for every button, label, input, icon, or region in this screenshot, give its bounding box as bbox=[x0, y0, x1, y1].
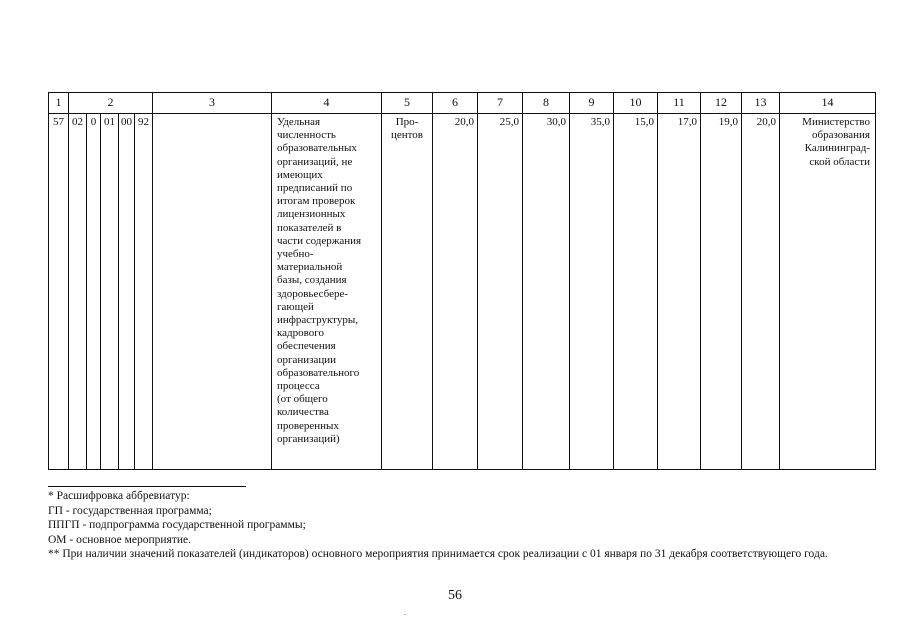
footnotes bbox=[48, 489, 863, 562]
indicator-name-line: лицензионных bbox=[277, 208, 346, 221]
header-row bbox=[49, 93, 876, 114]
indicator-name-line: кадрового bbox=[277, 327, 325, 340]
indicator-name-line: учебно- bbox=[277, 248, 314, 261]
header-cell: 6 bbox=[433, 93, 478, 114]
header-cell: 3 bbox=[153, 93, 272, 114]
indicator-name-line: инфраструктуры, bbox=[277, 314, 358, 327]
header-cell: 5 bbox=[382, 93, 433, 114]
indicator-name-line: образовательных bbox=[277, 142, 357, 155]
header-cell: 2 bbox=[69, 93, 153, 114]
indicator-name-line: (от общего bbox=[277, 393, 328, 406]
unit-text bbox=[383, 116, 431, 142]
value-cell: 30,0 bbox=[523, 114, 570, 470]
scan-artifact bbox=[404, 614, 406, 615]
indicator-name-line: организации bbox=[277, 353, 337, 366]
responsible-text bbox=[782, 116, 870, 169]
header-cell: 13 bbox=[742, 93, 780, 114]
code-cell: 00 bbox=[119, 114, 135, 470]
indicator-name-line: здоровьесбере- bbox=[277, 287, 349, 300]
indicator-code-cell: 92 bbox=[135, 114, 153, 470]
indicator-name-line: материальной bbox=[277, 261, 343, 274]
indicator-name-line: части содержания bbox=[277, 234, 362, 247]
header-cell: 14 bbox=[780, 93, 876, 114]
header-cell: 9 bbox=[570, 93, 614, 114]
footnote-ppgp: ППГП - подпрограмма государственной программы; bbox=[48, 519, 306, 531]
indicator-name-line: гающей bbox=[277, 300, 314, 313]
indicator-name-line: базы, создания bbox=[277, 274, 347, 287]
header-cell: 7 bbox=[478, 93, 523, 114]
indicator-name-cell bbox=[272, 114, 382, 470]
value-cell: 20,0 bbox=[742, 114, 780, 470]
indicators-table bbox=[48, 92, 876, 470]
value-cell: 25,0 bbox=[478, 114, 523, 470]
header-cell: 4 bbox=[272, 93, 382, 114]
unit-line: центов bbox=[390, 129, 423, 142]
unit-cell bbox=[382, 114, 433, 470]
header-cell: 11 bbox=[658, 93, 701, 114]
event-name-cell bbox=[153, 114, 272, 470]
indicator-name-line: организаций) bbox=[277, 432, 340, 445]
header-cell: 10 bbox=[614, 93, 658, 114]
footnote-title: * Расшифровка аббревиатур: bbox=[48, 490, 190, 502]
value-cell: 20,0 bbox=[433, 114, 478, 470]
gp-code-cell: 02 bbox=[69, 114, 87, 470]
footnote-divider bbox=[48, 486, 246, 487]
indicator-name-line: проверенных bbox=[277, 419, 339, 432]
indicator-name-text bbox=[277, 116, 379, 446]
header-cell: 12 bbox=[701, 93, 742, 114]
table-row bbox=[49, 114, 876, 470]
indicator-name-line: процесса bbox=[277, 380, 320, 393]
page-number: 56 bbox=[448, 588, 462, 603]
ppgp-code-cell: 0 bbox=[87, 114, 101, 470]
footnote-gp: ГП - государственная программа; bbox=[48, 504, 212, 517]
value-cell: 19,0 bbox=[701, 114, 742, 470]
header-cell: 8 bbox=[523, 93, 570, 114]
indicator-name-line: количества bbox=[277, 406, 329, 419]
indicator-name-line: обеспечения bbox=[277, 340, 336, 353]
value-cell: 17,0 bbox=[658, 114, 701, 470]
responsible-line: ской области bbox=[809, 155, 870, 168]
indicator-name-line: Удельная bbox=[277, 116, 321, 128]
indicator-name-line: численность bbox=[277, 129, 336, 142]
responsible-line: Калининград- bbox=[804, 142, 870, 155]
value-cell: 15,0 bbox=[614, 114, 658, 470]
indicator-name-line: показателей в bbox=[277, 221, 342, 234]
unit-line: Про- bbox=[395, 116, 419, 128]
responsible-line: образования bbox=[811, 129, 870, 142]
footnote-note: ** При наличии значений показателей (индикаторов) основного мероприятия принимается срок реализации с 01 января по 31 декабря соответствующего года. bbox=[48, 548, 828, 560]
indicator-name-line: образовательного bbox=[277, 366, 360, 379]
responsible-line: Министерство bbox=[802, 116, 870, 128]
indicator-name-line: имеющих bbox=[277, 168, 323, 181]
row-number-cell: 57 bbox=[49, 114, 69, 470]
value-cell: 35,0 bbox=[570, 114, 614, 470]
footnote-om: ОМ - основное мероприятие. bbox=[48, 533, 191, 546]
indicator-name-line: предписаний по bbox=[277, 182, 353, 195]
header-cell: 1 bbox=[49, 93, 69, 114]
om-code-cell: 01 bbox=[101, 114, 119, 470]
indicator-name-line: итогам проверок bbox=[277, 195, 356, 208]
responsible-cell bbox=[780, 114, 876, 470]
indicator-name-line: организаций, не bbox=[277, 155, 353, 168]
